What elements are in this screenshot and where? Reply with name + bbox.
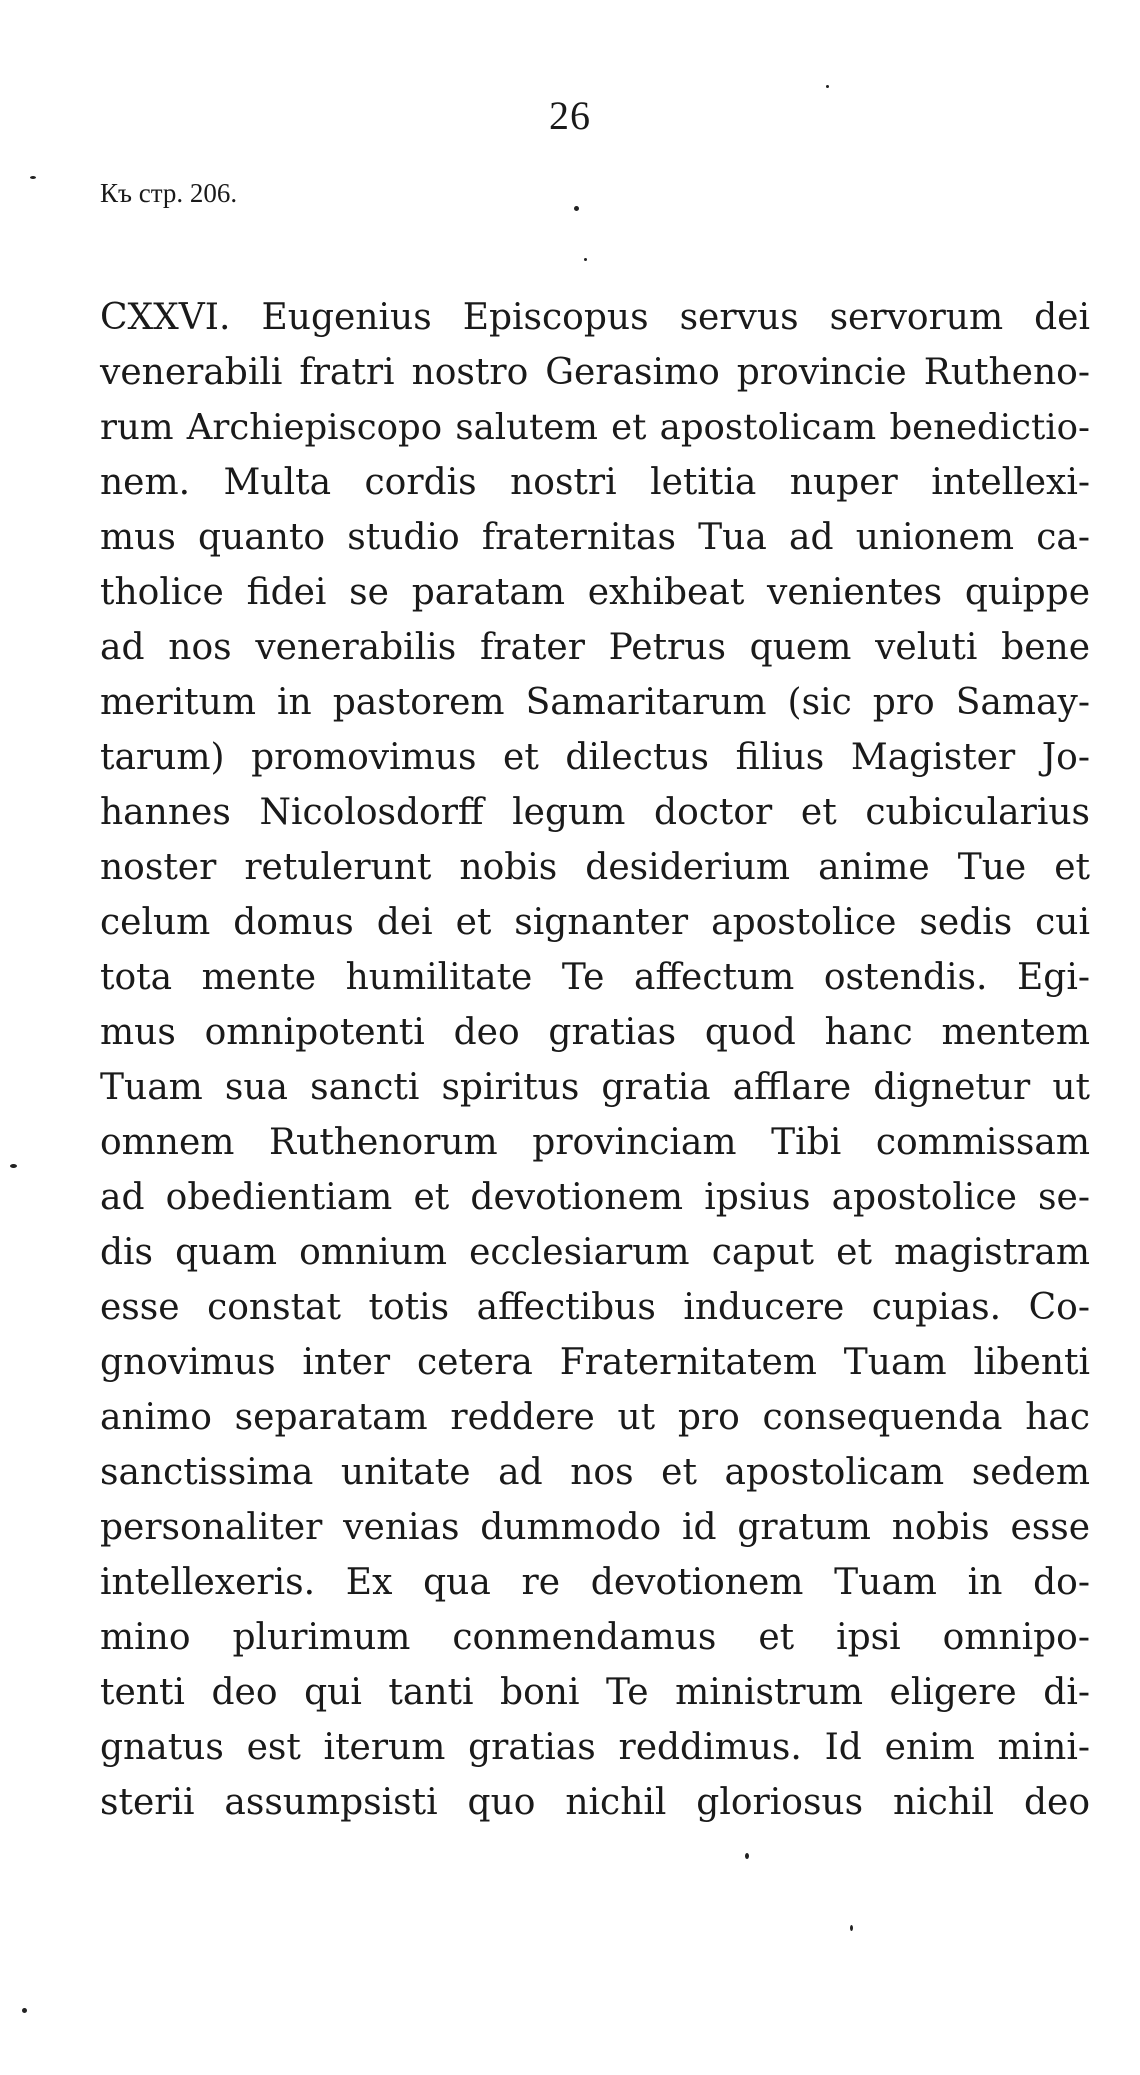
text-line: rum Archiepiscopo salutem et apostolicam benedictio- bbox=[100, 407, 1090, 448]
text-line: celum domus dei et signanter apostolice sedis cui bbox=[100, 902, 1090, 943]
text-line: meritum in pastorem Samaritarum (sic pro Samay- bbox=[100, 682, 1090, 723]
text-line: omnem Ruthenorum provinciam Tibi commissam bbox=[100, 1122, 1090, 1163]
page-reference: Къ стр. 206. bbox=[100, 178, 238, 208]
scan-speck bbox=[22, 2008, 27, 2013]
text-line: sterii assumpsisti quo nichil gloriosus nichil deo bbox=[100, 1782, 1090, 1823]
text-line: tota mente humilitate Te affectum ostendis. Egi- bbox=[100, 957, 1090, 998]
scan-speck bbox=[10, 1164, 17, 1168]
text-line: ad nos venerabilis frater Petrus quem veluti bene bbox=[100, 627, 1090, 668]
text-line: nem. Multa cordis nostri letitia nuper intellexi- bbox=[100, 462, 1090, 503]
text-line: dis quam omnium ecclesiarum caput et magistram bbox=[100, 1232, 1090, 1273]
text-line: mus quanto studio fraternitas Tua ad unionem ca- bbox=[100, 517, 1090, 558]
scan-speck bbox=[826, 85, 829, 88]
body-text bbox=[100, 290, 1090, 1830]
scan-speck bbox=[574, 206, 579, 211]
text-line: tarum) promovimus et dilectus filius Magister Jo- bbox=[100, 737, 1090, 778]
text-line: gnovimus inter cetera Fraternitatem Tuam libenti bbox=[100, 1342, 1090, 1383]
text-line: esse constat totis affectibus inducere cupias. Co- bbox=[100, 1287, 1090, 1328]
scan-speck bbox=[850, 1925, 853, 1931]
text-line: CXXVI. Eugenius Episcopus servus servorum dei bbox=[100, 297, 1090, 338]
text-line: animo separatam reddere ut pro consequenda hac bbox=[100, 1397, 1090, 1438]
text-line: mus omnipotenti deo gratias quod hanc mentem bbox=[100, 1012, 1090, 1053]
text-line: noster retulerunt nobis desiderium anime Tue et bbox=[100, 847, 1090, 888]
text-line: tholice fidei se paratam exhibeat venientes quippe bbox=[100, 572, 1090, 613]
text-line: gnatus est iterum gratias reddimus. Id enim mini- bbox=[100, 1727, 1090, 1768]
text-line: tenti deo qui tanti boni Te ministrum eligere di- bbox=[100, 1672, 1090, 1713]
scan-speck bbox=[745, 1853, 749, 1859]
text-line: ad obedientiam et devotionem ipsius apostolice se- bbox=[100, 1177, 1090, 1218]
text-line: venerabili fratri nostro Gerasimo provincie Rutheno- bbox=[100, 352, 1090, 393]
text-line: Tuam sua sancti spiritus gratia afflare dignetur ut bbox=[100, 1067, 1090, 1108]
text-line: hannes Nicolosdorff legum doctor et cubicularius bbox=[100, 792, 1090, 833]
text-line: sanctissima unitate ad nos et apostolicam sedem bbox=[100, 1452, 1090, 1493]
text-line: personaliter venias dummodo id gratum nobis esse bbox=[100, 1507, 1090, 1548]
page-number: 26 bbox=[549, 93, 591, 138]
scan-speck bbox=[30, 176, 36, 179]
scan-speck bbox=[584, 258, 587, 261]
text-line: intellexeris. Ex qua re devotionem Tuam in do- bbox=[100, 1562, 1090, 1603]
text-line: mino plurimum conmendamus et ipsi omnipo- bbox=[100, 1617, 1090, 1658]
